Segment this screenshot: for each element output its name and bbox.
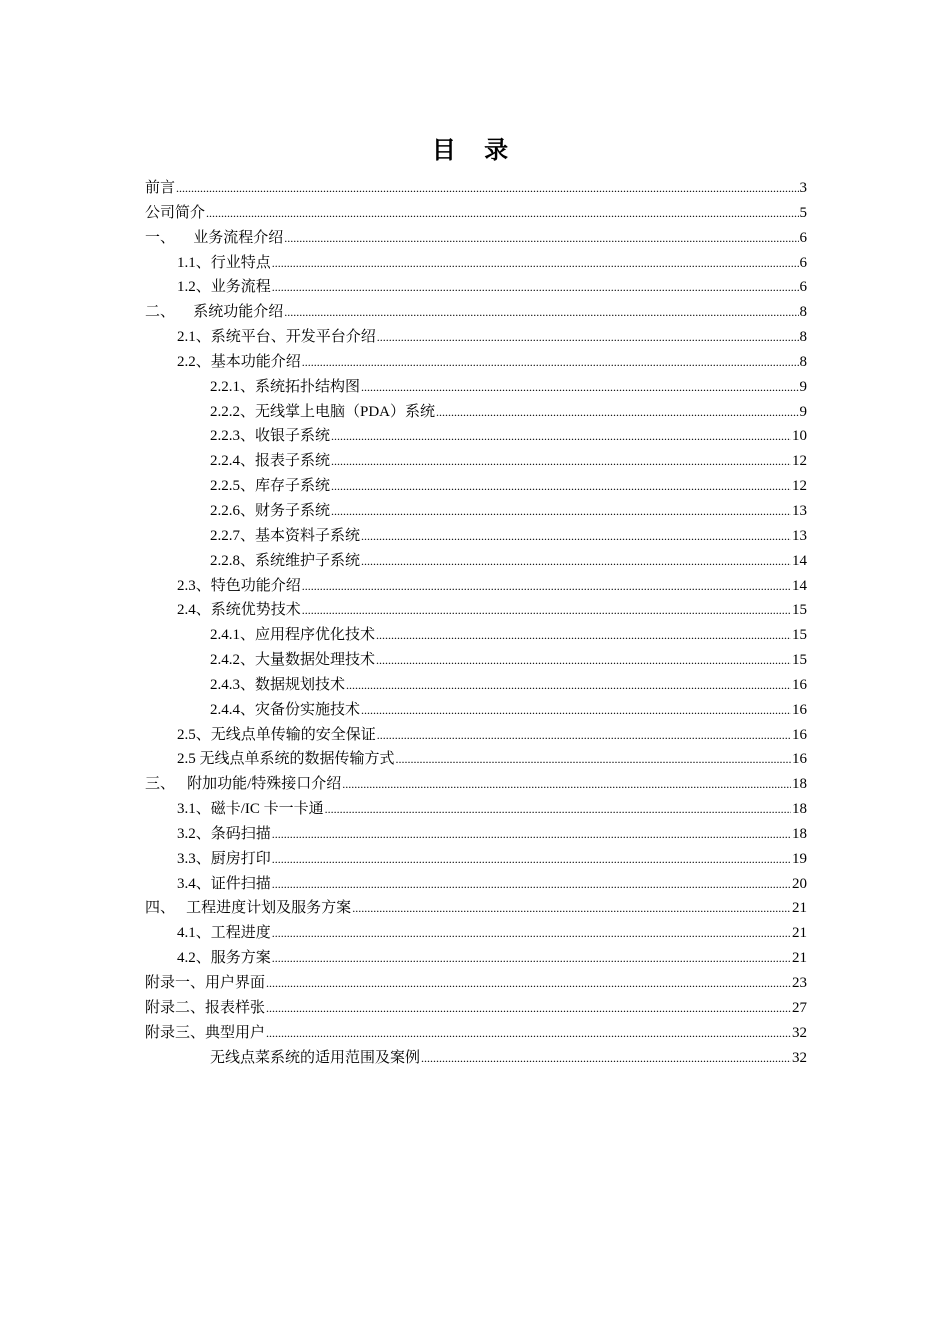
- toc-entry-page: 12: [792, 478, 807, 495]
- toc-dot-leader: [361, 375, 798, 400]
- toc-entry-page: 6: [799, 229, 807, 246]
- toc-entry-title: 2.3、特色功能介绍: [177, 577, 301, 594]
- toc-dot-leader: [302, 574, 791, 599]
- toc-entry-title: 3.1、磁卡/IC 卡一卡通: [177, 801, 324, 818]
- toc-dot-leader: [272, 251, 799, 276]
- toc-entry-page: 12: [792, 453, 807, 470]
- toc-entry[interactable]: [145, 971, 807, 996]
- toc-dot-leader: [436, 400, 798, 425]
- toc-entry-title: 附录一、用户界面: [145, 975, 266, 991]
- toc-entry[interactable]: [145, 872, 807, 897]
- toc-entry-title: 2.2、基本功能介绍: [177, 353, 301, 370]
- toc-entry-title: 2.5、无线点单传输的安全保证: [177, 726, 376, 743]
- toc-entry-title: 2.2.8、系统维护子系统: [210, 552, 361, 569]
- toc-entry-title: 前言: [145, 180, 176, 196]
- toc-dot-leader: [176, 176, 798, 201]
- toc-entry[interactable]: [145, 251, 807, 276]
- toc-dot-leader: [325, 797, 791, 822]
- toc-entry-page: 18: [792, 801, 807, 818]
- toc-entry-title: 业务流程介绍: [193, 229, 284, 246]
- toc-entry-page: 21: [792, 950, 807, 967]
- toc-dot-leader: [376, 623, 791, 648]
- toc-entry-page: 32: [792, 1049, 807, 1066]
- toc-entry-title: 2.4.3、数据规划技术: [210, 676, 346, 693]
- toc-entry[interactable]: [145, 921, 807, 946]
- toc-entry-title: 附录二、报表样张: [145, 999, 266, 1016]
- toc-entry[interactable]: [145, 400, 807, 425]
- toc-dot-leader: [331, 449, 791, 474]
- toc-entry-page: 23: [792, 975, 807, 991]
- toc-entry[interactable]: [145, 375, 807, 400]
- toc-dot-leader: [331, 499, 791, 524]
- toc-dot-leader: [361, 549, 791, 574]
- toc-entry-page: 19: [792, 850, 807, 867]
- toc-entry-number: 四、: [145, 900, 176, 917]
- toc-dot-leader: [377, 723, 791, 748]
- table-of-contents: [145, 176, 807, 1070]
- toc-entry[interactable]: [145, 772, 807, 797]
- toc-entry[interactable]: [145, 176, 807, 201]
- toc-entry[interactable]: [145, 201, 807, 226]
- toc-entry[interactable]: [145, 300, 807, 325]
- toc-entry-page: 9: [799, 378, 807, 395]
- toc-entry[interactable]: [145, 797, 807, 822]
- toc-entry-page: 6: [799, 279, 807, 296]
- toc-entry-title: 2.2.3、收银子系统: [210, 428, 331, 445]
- toc-entry-title: 2.4.1、应用程序优化技术: [210, 627, 376, 644]
- toc-entry-page: 13: [792, 527, 807, 544]
- toc-entry[interactable]: [145, 275, 807, 300]
- toc-entry[interactable]: [145, 424, 807, 449]
- toc-entry[interactable]: [145, 822, 807, 847]
- toc-entry-title: 无线点菜系统的适用范围及案例: [210, 1049, 421, 1066]
- toc-entry[interactable]: [145, 996, 807, 1021]
- toc-dot-leader: [352, 896, 791, 921]
- toc-entry-title: 3.4、证件扫描: [177, 875, 271, 892]
- toc-dot-leader: [396, 747, 791, 772]
- toc-entry[interactable]: [145, 474, 807, 499]
- toc-entry-title: 2.5 无线点单系统的数据传输方式: [177, 751, 395, 768]
- toc-entry-page: 15: [792, 627, 807, 644]
- toc-entry[interactable]: [145, 847, 807, 872]
- toc-entry[interactable]: [145, 574, 807, 599]
- toc-entry-title: 2.4.4、灾备份实施技术: [210, 701, 361, 718]
- toc-entry-title: 2.1、系统平台、开发平台介绍: [177, 329, 376, 346]
- toc-entry[interactable]: [145, 325, 807, 350]
- toc-dot-leader: [421, 1046, 791, 1071]
- toc-entry[interactable]: [145, 449, 807, 474]
- toc-entry[interactable]: [145, 1046, 807, 1071]
- toc-entry[interactable]: [145, 648, 807, 673]
- toc-dot-leader: [377, 325, 799, 350]
- toc-entry[interactable]: [145, 896, 807, 921]
- toc-entry-page: 18: [792, 776, 807, 793]
- toc-entry[interactable]: [145, 226, 807, 251]
- toc-title: 目 录: [431, 135, 519, 164]
- toc-entry-page: 21: [792, 900, 807, 917]
- toc-dot-leader: [346, 673, 791, 698]
- toc-entry-page: 8: [799, 304, 807, 321]
- toc-entry-page: 10: [792, 428, 807, 445]
- toc-entry-page: 9: [799, 403, 807, 420]
- toc-entry-number: 二、: [145, 304, 176, 321]
- toc-entry-page: 15: [792, 652, 807, 669]
- toc-entry-title: 2.4、系统优势技术: [177, 602, 301, 619]
- toc-entry-page: 16: [792, 701, 807, 718]
- toc-entry-page: 16: [792, 676, 807, 693]
- toc-entry-page: 8: [799, 353, 807, 370]
- toc-entry-page: 15: [792, 602, 807, 619]
- toc-entry-title: 公司简介: [145, 204, 206, 221]
- toc-entry-title: 3.3、厨房打印: [177, 850, 271, 867]
- toc-dot-leader: [272, 921, 791, 946]
- toc-entry[interactable]: [145, 350, 807, 375]
- toc-entry-title: 4.2、服务方案: [177, 950, 271, 967]
- toc-entry-page: 13: [792, 502, 807, 519]
- toc-entry[interactable]: [145, 549, 807, 574]
- toc-entry-page: 14: [792, 577, 807, 594]
- toc-entry-title: 附加功能/特殊接口介绍: [187, 776, 342, 793]
- toc-entry[interactable]: [145, 1021, 807, 1046]
- toc-entry[interactable]: [145, 723, 807, 748]
- toc-entry-title: 2.2.4、报表子系统: [210, 453, 331, 470]
- toc-entry-title: 系统功能介绍: [193, 304, 284, 321]
- toc-dot-leader: [284, 300, 798, 325]
- toc-dot-leader: [361, 698, 791, 723]
- toc-entry-page: 14: [792, 552, 807, 569]
- toc-dot-leader: [272, 946, 791, 971]
- toc-dot-leader: [272, 847, 791, 872]
- toc-entry[interactable]: [145, 623, 807, 648]
- toc-dot-leader: [266, 996, 791, 1021]
- toc-entry-title: 2.2.6、财务子系统: [210, 502, 331, 519]
- toc-entry[interactable]: [145, 524, 807, 549]
- toc-dot-leader: [266, 971, 791, 996]
- toc-dot-leader: [206, 201, 798, 226]
- toc-dot-leader: [331, 424, 791, 449]
- toc-entry[interactable]: [145, 946, 807, 971]
- toc-entry-title: 3.2、条码扫描: [177, 825, 271, 842]
- toc-entry-title: 2.2.2、无线掌上电脑（PDA）系统: [210, 403, 436, 420]
- toc-dot-leader: [272, 822, 791, 847]
- toc-entry-page: 27: [792, 999, 807, 1016]
- toc-dot-leader: [331, 474, 791, 499]
- toc-entry-page: 6: [799, 254, 807, 271]
- toc-entry-number: 三、: [145, 776, 176, 793]
- toc-entry-page: 32: [792, 1024, 807, 1041]
- toc-entry-page: 3: [799, 180, 807, 196]
- toc-entry[interactable]: [145, 747, 807, 772]
- toc-entry-title: 2.2.1、系统拓扑结构图: [210, 378, 361, 395]
- toc-entry-title: 2.2.7、基本资料子系统: [210, 527, 361, 544]
- toc-entry-number: 一、: [145, 229, 176, 246]
- toc-dot-leader: [376, 648, 791, 673]
- toc-entry-page: 21: [792, 925, 807, 942]
- toc-entry-title: 附录三、典型用户: [145, 1024, 266, 1041]
- toc-entry[interactable]: [145, 499, 807, 524]
- toc-entry-page: 18: [792, 825, 807, 842]
- toc-dot-leader: [272, 275, 799, 300]
- toc-entry-title: 1.1、行业特点: [177, 254, 271, 271]
- toc-entry-page: 16: [792, 751, 807, 768]
- toc-dot-leader: [302, 350, 799, 375]
- toc-entry-title: 1.2、业务流程: [177, 279, 271, 296]
- toc-entry-title: 工程进度计划及服务方案: [186, 900, 352, 917]
- toc-entry-page: 16: [792, 726, 807, 743]
- toc-dot-leader: [361, 524, 791, 549]
- toc-dot-leader: [272, 872, 791, 897]
- toc-entry[interactable]: [145, 673, 807, 698]
- toc-entry[interactable]: [145, 698, 807, 723]
- toc-dot-leader: [266, 1021, 791, 1046]
- toc-entry-page: 8: [799, 329, 807, 346]
- toc-entry-page: 5: [799, 204, 807, 221]
- toc-dot-leader: [342, 772, 791, 797]
- toc-dot-leader: [302, 598, 791, 623]
- toc-entry-title: 4.1、工程进度: [177, 925, 271, 942]
- toc-entry-title: 2.2.5、库存子系统: [210, 478, 331, 495]
- toc-entry-page: 20: [792, 875, 807, 892]
- toc-dot-leader: [284, 226, 798, 251]
- toc-entry-title: 2.4.2、大量数据处理技术: [210, 652, 376, 669]
- toc-entry[interactable]: [145, 598, 807, 623]
